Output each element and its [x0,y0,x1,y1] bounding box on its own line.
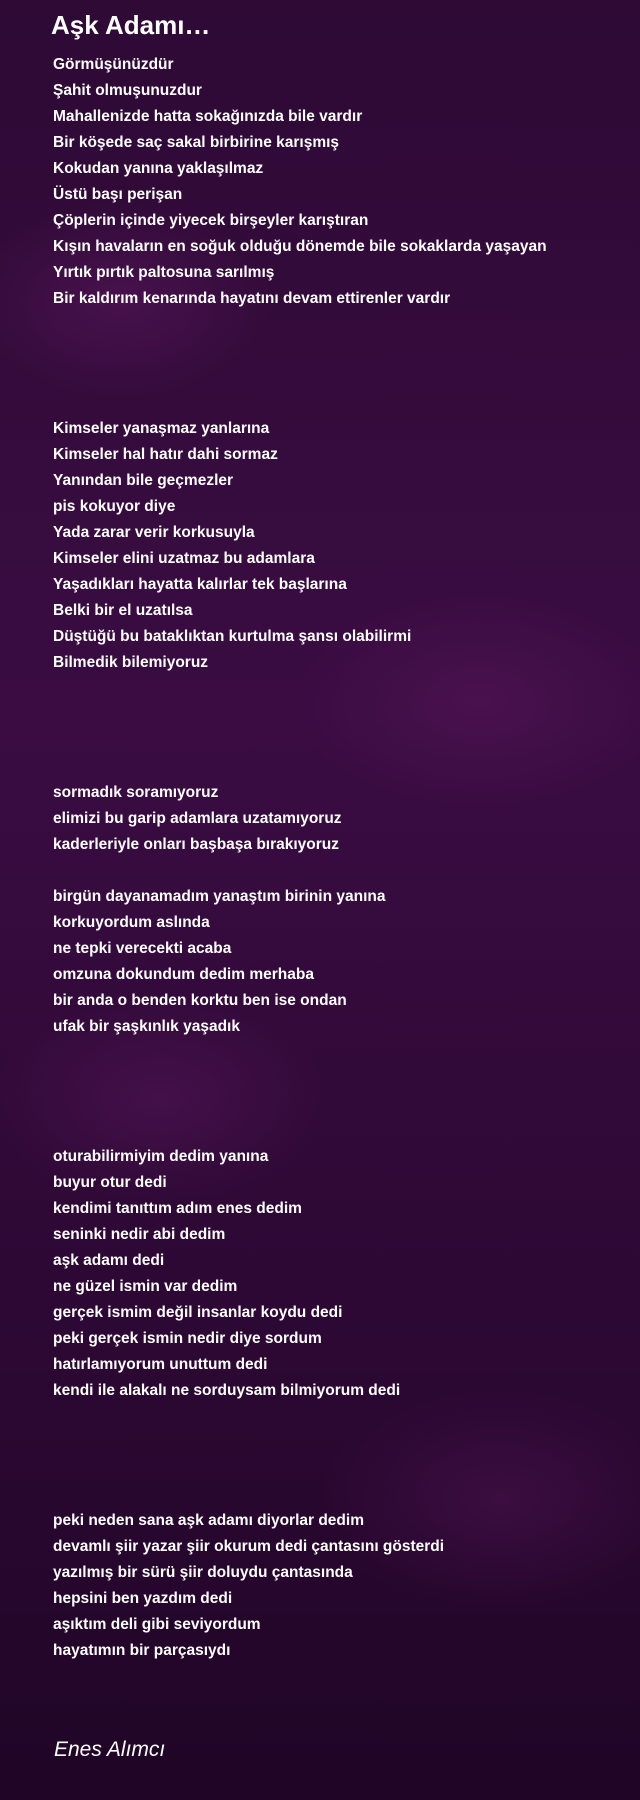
poem-blank-line [53,1066,633,1092]
poem-line: Kokudan yanına yaklaşılmaz [53,160,264,177]
poem-line: Mahallenizde hatta sokağınızda bile vardır [53,108,363,125]
poem-line: Yırtık pırtık paltosuna sarılmış [53,264,275,281]
poem-line: elimizi bu garip adamlara uzatamıyoruz [53,810,342,827]
poem-line: seninki nedir abi dedim [53,1226,226,1243]
poem-blank-line [53,858,633,884]
poem-blank-line [53,1118,633,1144]
poem-line: peki neden sana aşk adamı diyorlar dedim [53,1512,364,1529]
poem-line: hatırlamıyorum unuttum dedi [53,1356,268,1373]
poem-line: gerçek ismim değil insanlar koydu dedi [53,1304,343,1321]
poem-line: Yaşadıkları hayatta kalırlar tek başlarına [53,576,347,593]
poem-blank-line [53,676,633,702]
poem-author: Enes Alımcı [54,1738,166,1761]
poem-blank-line [53,754,633,780]
poem-blank-line [53,1456,633,1482]
poem-line: Bir kaldırım kenarında hayatını devam ettirenler vardır [53,290,451,307]
poem-blank-line [53,702,633,728]
poem-line: ne tepki verecekti acaba [53,940,232,957]
poem-line: Kimseler yanaşmaz yanlarına [53,420,270,437]
poem-line: Düştüğü bu bataklıktan kurtulma şansı olabilirmi [53,628,412,645]
poem-line: buyur otur dedi [53,1174,167,1191]
poem-blank-line [53,1430,633,1456]
poem-line: peki gerçek ismin nedir diye sordum [53,1330,322,1347]
poem-line: Kimseler elini uzatmaz bu adamlara [53,550,315,567]
poem-line: Üstü başı perişan [53,186,183,203]
poem-line: Kışın havaların en soğuk olduğu dönemde bile sokaklarda yaşayan [53,238,547,255]
poem-line: sormadık soramıyoruz [53,784,219,801]
poem-line: omzuna dokundum dedim merhaba [53,966,314,983]
poem-line: kendimi tanıttım adım enes dedim [53,1200,302,1217]
poem-line: Kimseler hal hatır dahi sormaz [53,446,278,463]
poem-line: aşıktım deli gibi seviyordum [53,1616,261,1633]
poem-blank-line [53,390,633,416]
poem-line: pis kokuyor diye [53,498,176,515]
poem-blank-line [53,1040,633,1066]
poem-line: ne güzel ismin var dedim [53,1278,238,1295]
poem-line: Bilmedik bilemiyoruz [53,654,209,671]
poem-line: oturabilirmiyim dedim yanına [53,1148,269,1165]
poem-line: birgün dayanamadım yanaştım birinin yanına [53,888,386,905]
poem-line: ufak bir şaşkınlık yaşadık [53,1018,240,1035]
poem-line: korkuyordum aslında [53,914,210,931]
poem-line: Bir köşede saç sakal birbirine karışmış [53,134,340,151]
poem-line: Yanından bile geçmezler [53,472,234,489]
poem-line: Belki bir el uzatılsa [53,602,193,619]
poem-blank-line [53,1482,633,1508]
poem-blank-line [53,364,633,390]
poem-line: aşk adamı dedi [53,1252,165,1269]
poem-line: yazılmış bir sürü şiir doluydu çantasında [53,1564,353,1581]
poem-line: devamlı şiir yazar şiir okurum dedi çantasını gösterdi [53,1538,445,1555]
poem-line: bir anda o benden korktu ben ise ondan [53,992,347,1009]
poem-body [53,52,633,1664]
poem-blank-line [53,1092,633,1118]
poem-blank-line [53,338,633,364]
poem-line: kaderleriyle onları başbaşa bırakıyoruz [53,836,340,853]
poem-title: Aşk Adamı… [51,10,211,40]
poem-blank-line [53,312,633,338]
poem-line: hepsini ben yazdım dedi [53,1590,233,1607]
poem-line: hayatımın bir parçasıydı [53,1642,231,1659]
poem-blank-line [53,1404,633,1430]
poem-line: Yada zarar verir korkusuyla [53,524,255,541]
poem-line: Çöplerin içinde yiyecek birşeyler karıştıran [53,212,369,229]
poem-blank-line [53,728,633,754]
poem-line: kendi ile alakalı ne sorduysam bilmiyorum dedi [53,1382,401,1399]
poem-line: Şahit olmuşunuzdur [53,82,202,99]
poem-line: Görmüşünüzdür [53,56,174,73]
